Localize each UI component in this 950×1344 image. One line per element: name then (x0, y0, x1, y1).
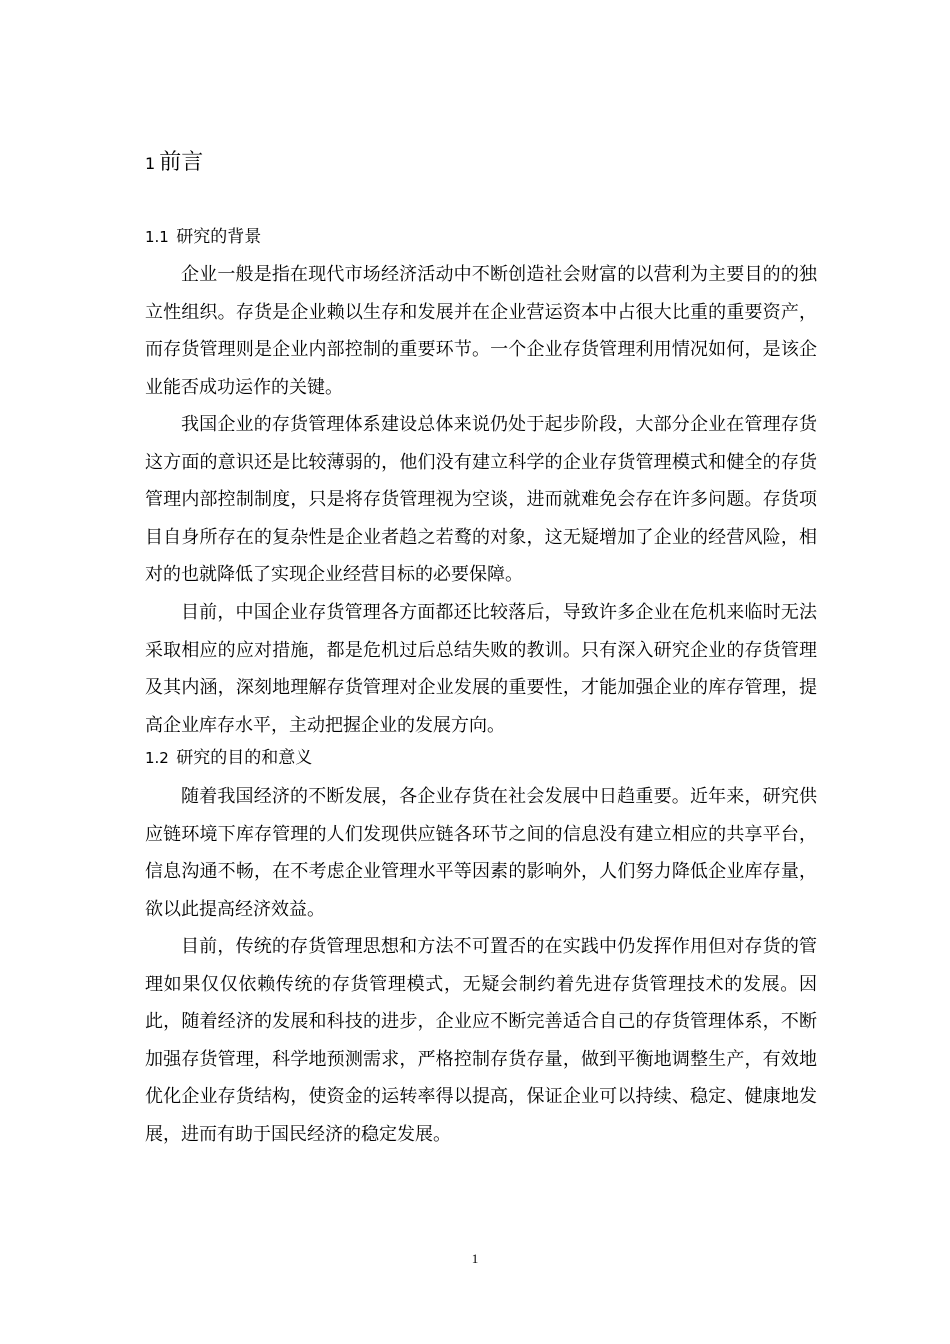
section-heading-1-1 (145, 225, 261, 249)
section-number: 1.2 (145, 749, 169, 767)
paragraph: 我国企业的存货管理体系建设总体来说仍处于起步阶段，大部分企业在管理存货这方面的意识还是比较薄弱的，他们没有建立科学的企业存货管理模式和健全的存货管理内部控制制度，只是将存货管理视为空谈，进而就难免会存在许多问题。存货项目自身所存在的复杂性是企业者趋之若鹜的对象，这无疑增加了企业的经营风险，相对的也就降低了实现企业经营目标的必要保障。 (145, 414, 817, 585)
paragraph: 目前，传统的存货管理思想和方法不可置否的在实践中仍发挥作用但对存货的管理如果仅仅依赖传统的存货管理模式，无疑会制约着先进存货管理技术的发展。因此，随着经济的发展和科技的进步，企业应不断完善适合自己的存货管理体系，不断加强存货管理，科学地预测需求，严格控制存货存量，做到平衡地调整生产，有效地优化企业存货结构，使资金的运转率得以提高，保证企业可以持续、稳定、健康地发展，进而有助于国民经济的稳定发展。 (145, 936, 817, 1145)
paragraph: 随着我国经济的不断发展，各企业存货在社会发展中日趋重要。近年来，研究供应链环境下库存管理的人们发现供应链各环节之间的信息没有建立相应的共享平台，信息沟通不畅，在不考虑企业管理水平等因素的影响外，人们努力降低企业库存量，欲以此提高经济效益。 (145, 786, 817, 920)
chapter-heading (145, 148, 203, 179)
paragraph: 企业一般是指在现代市场经济活动中不断创造社会财富的以营利为主要目的的独立性组织。存货是企业赖以生存和发展并在企业营运资本中占很大比重的重要资产，而存货管理则是企业内部控制的重要环节。一个企业存货管理利用情况如何，是该企业能否成功运作的关键。 (145, 264, 817, 398)
section-title: 研究的背景 (176, 227, 262, 247)
section-heading-1-2 (145, 746, 312, 770)
page-number: 1 (471, 1251, 479, 1266)
paragraph: 目前，中国企业存货管理各方面都还比较落后，导致许多企业在危机来临时无法采取相应的应对措施，都是危机过后总结失败的教训。只有深入研究企业的存货管理及其内涵，深刻地理解存货管理对企业发展的重要性，才能加强企业的库存管理，提高企业库存水平，主动把握企业的发展方向。 (145, 602, 817, 736)
section-number: 1.1 (145, 228, 169, 246)
section-title: 研究的目的和意义 (176, 748, 313, 768)
chapter-number: 1 (145, 154, 156, 173)
chapter-title: 前言 (159, 150, 204, 175)
